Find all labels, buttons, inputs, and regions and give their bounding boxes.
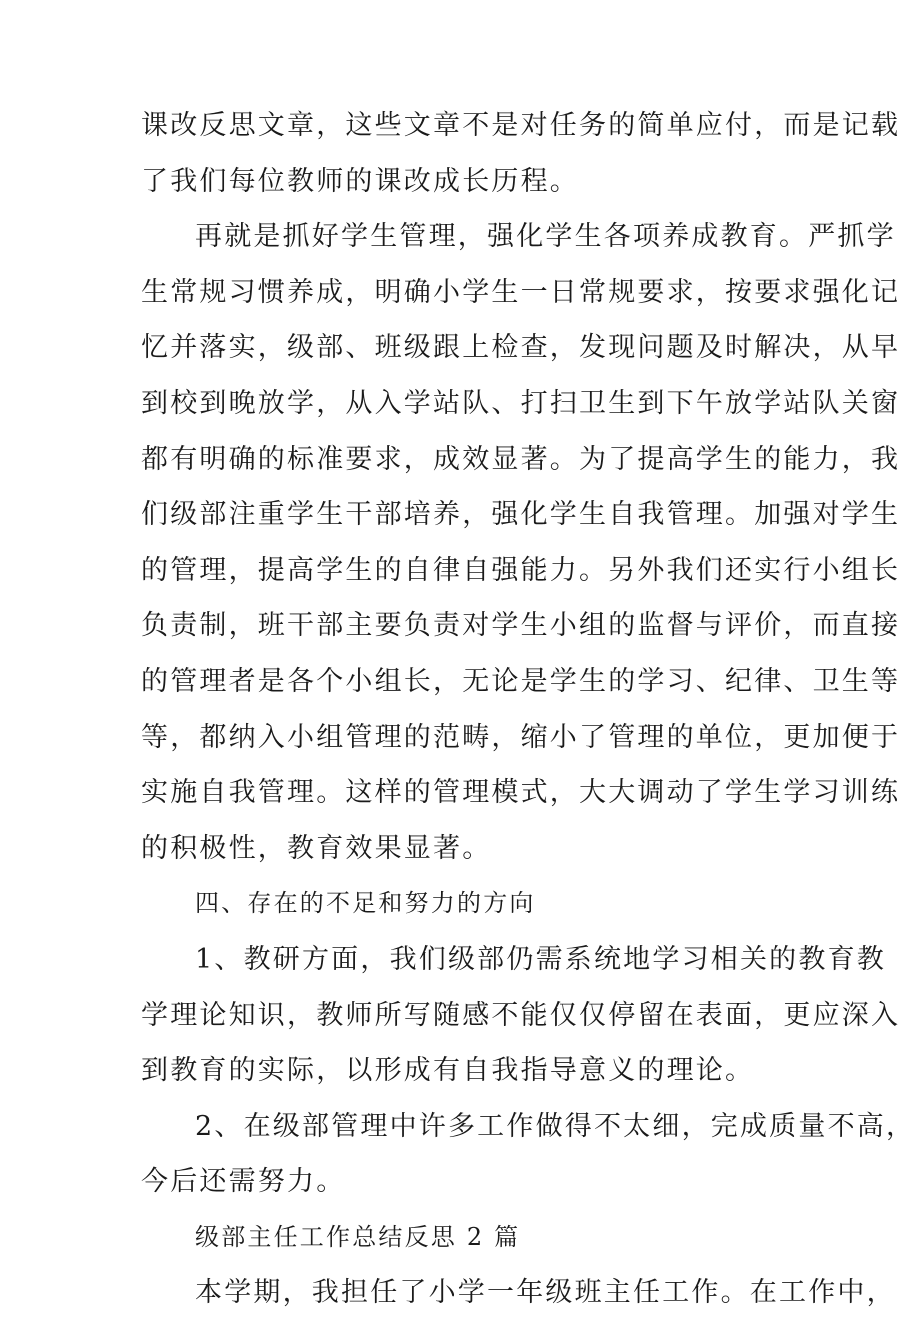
- paragraph-start-line: 本学期，我担任了小学一年级班主任工作。在工作中，: [195, 1277, 896, 1309]
- text-line: 等，都纳入小组管理的范畴，缩小了管理的单位，更加便于: [141, 721, 901, 753]
- text-line: 课改反思文章，这些文章不是对任务的简单应付，而是记载: [141, 110, 901, 141]
- text-line: 到教育的实际，以形成有自我指导意义的理论。: [141, 1055, 755, 1087]
- text-line: 负责制，班干部主要负责对学生小组的监督与评价，而直接: [141, 610, 901, 642]
- text-line: 的管理，提高学生的自律自强能力。另外我们还实行小组长: [141, 554, 901, 586]
- text-line: 实施自我管理。这样的管理模式，大大调动了学生学习训练: [141, 777, 901, 809]
- paragraph-start-line: 1、教研方面，我们级部仍需系统地学习相关的教育教: [195, 943, 886, 975]
- section-heading: 四、存在的不足和努力的方向: [195, 889, 536, 918]
- text-line: 忆并落实，级部、班级跟上检查，发现问题及时解决，从早: [141, 332, 901, 364]
- text-line: 今后还需努力。: [141, 1166, 346, 1198]
- text-line: 的管理者是各个小组长，无论是学生的学习、纪律、卫生等: [141, 665, 901, 697]
- text-line: 都有明确的标准要求，成效显著。为了提高学生的能力，我: [141, 443, 901, 475]
- article-title: 级部主任工作总结反思 2 篇: [195, 1222, 521, 1251]
- text-line: 到校到晚放学，从入学站队、打扫卫生到下午放学站队关窗: [141, 387, 901, 419]
- document-body: [141, 98, 916, 1321]
- paragraph-start-line: 2、在级部管理中许多工作做得不太细，完成质量不高，: [195, 1110, 916, 1142]
- paragraph-start-line: 再就是抓好学生管理，强化学生各项养成教育。严抓学: [195, 221, 896, 253]
- text-line: 生常规习惯养成，明确小学生一日常规要求，按要求强化记: [141, 276, 901, 308]
- text-line: 们级部注重学生干部培养，强化学生自我管理。加强对学生: [141, 499, 901, 531]
- text-line: 的积极性，教育效果显著。: [141, 832, 492, 864]
- text-line: 了我们每位教师的课改成长历程。: [141, 165, 579, 197]
- text-line: 学理论知识，教师所写随感不能仅仅停留在表面，更应深入: [141, 999, 901, 1031]
